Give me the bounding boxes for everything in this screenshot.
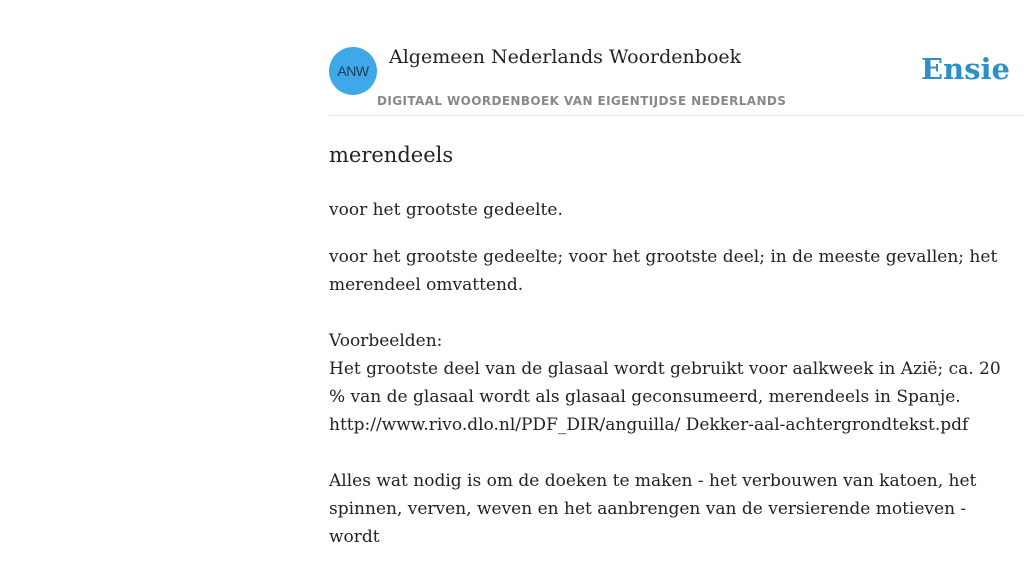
site-subtitle: DIGITAAL WOORDENBOEK VAN EIGENTIJDSE NEDERLANDS [377, 94, 787, 108]
logo-text: ANW [337, 63, 369, 79]
headword: merendeels [329, 143, 454, 167]
definition-body [329, 243, 1019, 551]
examples-block [329, 327, 1019, 439]
site-header [329, 0, 1024, 116]
example-2: Alles wat nodig is om de doeken te maken - het verbouwen van katoen, het spinnen, verven, weven en het aanbrengen van de versierende motieven - wordt [329, 471, 977, 547]
anw-logo[interactable] [329, 47, 377, 95]
example-1-source: http://www.rivo.dlo.nl/PDF_DIR/anguilla/ Dekker-aal-achtergrondtekst.pdf [329, 415, 969, 435]
ensie-brand-link[interactable]: Ensie [921, 52, 1010, 86]
entry-content [329, 140, 1019, 579]
example-1: Het grootste deel van de glasaal wordt gebruikt voor aalkweek in Azië; ca. 20 % van de glasaal wordt als glasaal geconsumeerd, merendeels in Spanje. [329, 359, 1001, 407]
definition: voor het grootste gedeelte; voor het grootste deel; in de meeste gevallen; het merendeel omvattend. [329, 247, 998, 295]
short-definition: voor het grootste gedeelte. [329, 200, 563, 220]
examples-label: Voorbeelden: [329, 331, 443, 351]
site-title[interactable]: Algemeen Nederlands Woordenboek [389, 46, 742, 68]
